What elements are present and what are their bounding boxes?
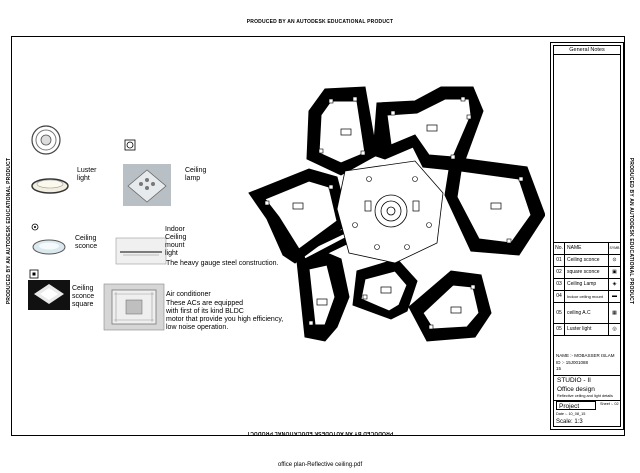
ceiling-lamp-icon bbox=[123, 164, 171, 206]
schedule-header-row bbox=[554, 242, 620, 254]
schedule-name: ceiling A.C bbox=[565, 303, 609, 323]
ceiling-sconce-symbol-icon: ⊙ bbox=[612, 257, 617, 263]
project-title: Office design bbox=[557, 386, 595, 393]
schedule-row bbox=[554, 266, 620, 278]
schedule-no: 01 bbox=[554, 255, 565, 266]
general-notes-header: General Notes bbox=[554, 46, 620, 55]
schedule-name: Ceiling sconce bbox=[565, 255, 609, 266]
project-label: Project bbox=[556, 401, 596, 410]
room-bottom-right bbox=[409, 271, 491, 341]
schedule-row bbox=[554, 254, 620, 266]
central-hall bbox=[337, 161, 443, 263]
schedule-name: Ceiling Lamp bbox=[565, 279, 609, 290]
legend-ceiling-lamp: Ceiling lamp bbox=[185, 167, 207, 182]
indoor-mount-symbol-icon: ▬ bbox=[612, 293, 617, 299]
indoor-mount-light-icon bbox=[116, 238, 166, 264]
student-extra: 15 bbox=[556, 366, 562, 371]
title-block bbox=[550, 42, 624, 430]
legend-luster-light: Luster light bbox=[77, 167, 97, 182]
sheet-number: Sheet :- 02 bbox=[600, 402, 619, 406]
fixture-schedule bbox=[554, 242, 620, 336]
luster-light-icon bbox=[28, 166, 72, 206]
schedule-row bbox=[554, 290, 620, 302]
schedule-row bbox=[554, 278, 620, 290]
square-sconce-symbol-icon: ▣ bbox=[612, 269, 617, 275]
schedule-no: 05 bbox=[554, 324, 565, 335]
air-conditioner-icon bbox=[104, 284, 164, 330]
ceiling-lamp-symbol-icon bbox=[125, 140, 135, 150]
file-caption: office plan-Reflective ceiling.pdf bbox=[277, 462, 363, 468]
ac-symbol-icon: ▦ bbox=[612, 310, 617, 316]
luster-symbol-icon: ◎ bbox=[612, 326, 617, 332]
reflected-ceiling-plan bbox=[245, 75, 545, 345]
studio-label: STUDIO - II bbox=[557, 377, 591, 384]
schedule-header-symbol: SYMB bbox=[609, 246, 620, 250]
legend-ac-description: These ACs are equipped with first of its kind BLDC motor that provide you high efficiency, low noise operation. bbox=[166, 300, 284, 331]
watermark-left: PRODUCED BY AN AUTODESK EDUCATIONAL PRODUCT bbox=[6, 157, 12, 305]
schedule-header-no: No. bbox=[554, 243, 565, 254]
ceiling-lamp-symbol-icon: ◈ bbox=[612, 281, 617, 287]
student-id: ID :- 15J001088 bbox=[556, 360, 589, 365]
schedule-name: Indoor ceiling mount bbox=[565, 291, 609, 302]
watermark-bottom: PRODUCED BY AN AUTODESK EDUCATIONAL PRODUCT bbox=[246, 430, 394, 436]
schedule-no: 04 bbox=[554, 291, 565, 302]
room-bottom-left bbox=[297, 253, 349, 341]
drawing-scale: Scale: 1:3 bbox=[556, 419, 583, 425]
sconce-square-symbol-icon bbox=[30, 270, 38, 278]
watermark-right: PRODUCED BY AN AUTODESK EDUCATIONAL PRODUCT bbox=[628, 157, 634, 305]
legend-mount-description: The heavy gauge steel construction. bbox=[166, 260, 279, 267]
schedule-no: 03 bbox=[554, 279, 565, 290]
schedule-name: square sconce bbox=[565, 267, 609, 278]
schedule-name: Luster light bbox=[565, 324, 609, 335]
ceiling-sconce-icon bbox=[28, 232, 70, 264]
project-subtitle: Reflective ceiling and light details bbox=[557, 394, 613, 398]
schedule-no: 02 bbox=[554, 267, 565, 278]
schedule-no: 05 bbox=[554, 303, 565, 323]
legend-sconce-square: Ceiling sconce square bbox=[72, 285, 95, 308]
schedule-row bbox=[554, 323, 620, 336]
schedule-row bbox=[554, 302, 620, 323]
drawing-date: Date :- 10_08_15 bbox=[556, 412, 586, 416]
ceiling-sconce-symbol-icon bbox=[32, 224, 38, 230]
schedule-header-name: NAME bbox=[565, 243, 609, 254]
ceiling-sconce-square-icon bbox=[28, 280, 70, 310]
legend-indoor-mount: Indoor Ceiling mount light bbox=[165, 226, 187, 257]
legend-ceiling-sconce: Ceiling sconce bbox=[75, 235, 98, 250]
student-name: NAME :- MOBASSER ISLAM bbox=[556, 353, 615, 358]
legend-ac-title: Air conditioner bbox=[166, 291, 211, 298]
watermark-top: PRODUCED BY AN AUTODESK EDUCATIONAL PRODUCT bbox=[246, 19, 394, 25]
luster-topview-icon bbox=[32, 126, 60, 154]
